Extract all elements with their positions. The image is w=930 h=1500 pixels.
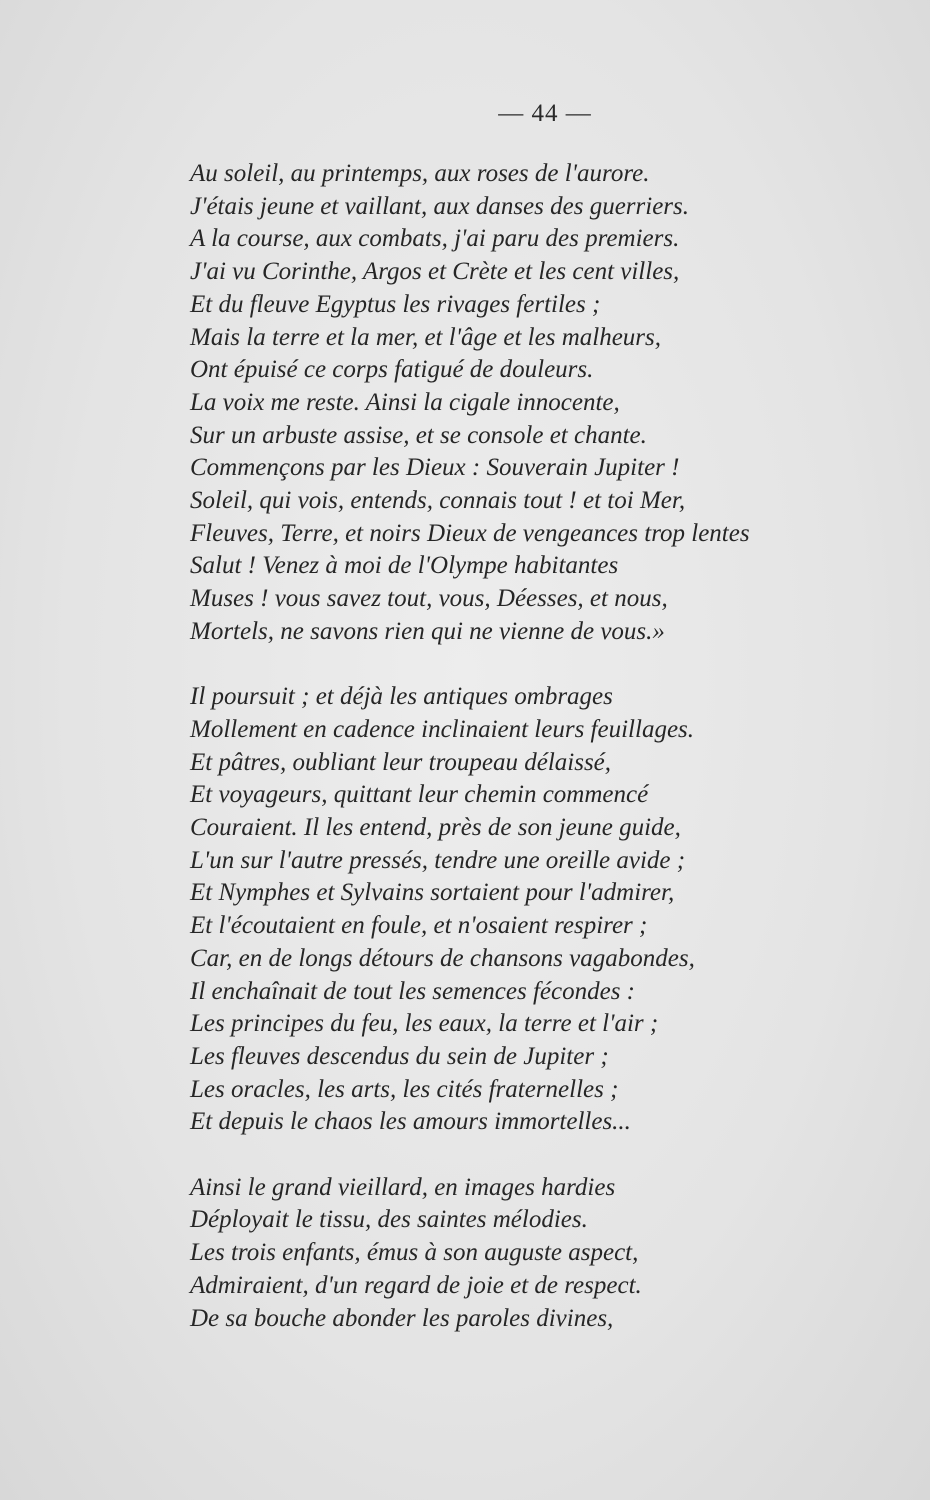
verse-line: J'ai vu Corinthe, Argos et Crète et les cent villes, (190, 258, 680, 286)
verse-line: Sur un arbuste assise, et se console et chante. (190, 421, 647, 449)
verse-line: Et du fleuve Egyptus les rivages fertiles ; (190, 290, 601, 318)
stanza (190, 681, 890, 1139)
verse-line: Ainsi le grand vieillard, en images hardies (190, 1173, 616, 1201)
verse-line: Et pâtres, oubliant leur troupeau délaissé, (190, 748, 612, 776)
verse-line: Soleil, qui vois, entends, connais tout ! et toi Mer, (190, 487, 686, 515)
verse-line: Couraient. Il les entend, près de son jeune guide, (190, 814, 681, 842)
verse-line: Au soleil, au printemps, aux roses de l'aurore. (190, 160, 650, 187)
verse-line: Il poursuit ; et déjà les antiques ombrages (190, 683, 613, 711)
verse-line: Déployait le tissu, des saintes mélodies. (190, 1206, 588, 1234)
verse-line: Ont épuisé ce corps fatigué de douleurs. (190, 356, 594, 384)
verse-line: J'étais jeune et vaillant, aux danses des guerriers. (190, 192, 689, 220)
verse-line: Les principes du feu, les eaux, la terre et l'air ; (190, 1010, 659, 1038)
verse-line: Les fleuves descendus du sein de Jupiter ; (190, 1042, 609, 1070)
verse-line: Les trois enfants, émus à son auguste aspect, (190, 1239, 639, 1267)
verse-line: Et Nymphes et Sylvains sortaient pour l'admirer, (190, 879, 675, 907)
stanza (190, 1172, 890, 1336)
verse-line: Car, en de longs détours de chansons vagabondes, (190, 944, 695, 972)
verse-line: Muses ! vous savez tout, vous, Déesses, et nous, (190, 585, 668, 613)
verse-line: Et voyageurs, quittant leur chemin commencé (190, 781, 649, 809)
verse-line: De sa bouche abonder les paroles divines, (190, 1304, 614, 1332)
verse-line: A la course, aux combats, j'ai paru des premiers. (190, 225, 680, 253)
verse-line: Et l'écoutaient en foule, et n'osaient respirer ; (190, 912, 648, 940)
verse-line: Fleuves, Terre, et noirs Dieux de vengeances trop lentes (190, 519, 750, 547)
verse-line: L'un sur l'autre pressés, tendre une oreille avide ; (190, 846, 686, 874)
verse-line: Admiraient, d'un regard de joie et de respect. (190, 1271, 642, 1299)
verse-line: Commençons par les Dieux : Souverain Jupiter ! (190, 454, 680, 482)
verse-line: Il enchaînait de tout les semences fécondes : (190, 977, 635, 1005)
verse-line: Les oracles, les arts, les cités fraternelles ; (190, 1075, 619, 1103)
verse-line: Mortels, ne savons rien qui ne vienne de vous.» (190, 617, 665, 645)
poem-text (190, 158, 890, 1335)
verse-line: La voix me reste. Ainsi la cigale innocente, (190, 388, 620, 416)
page-number: — 44 — (498, 100, 592, 127)
stanza (190, 158, 890, 649)
verse-line: Mollement en cadence inclinaient leurs feuillages. (190, 715, 695, 743)
verse-line: Et depuis le chaos les amours immortelles... (190, 1108, 631, 1136)
verse-line: Salut ! Venez à moi de l'Olympe habitantes (190, 552, 619, 580)
verse-line: Mais la terre et la mer, et l'âge et les malheurs, (190, 323, 662, 351)
